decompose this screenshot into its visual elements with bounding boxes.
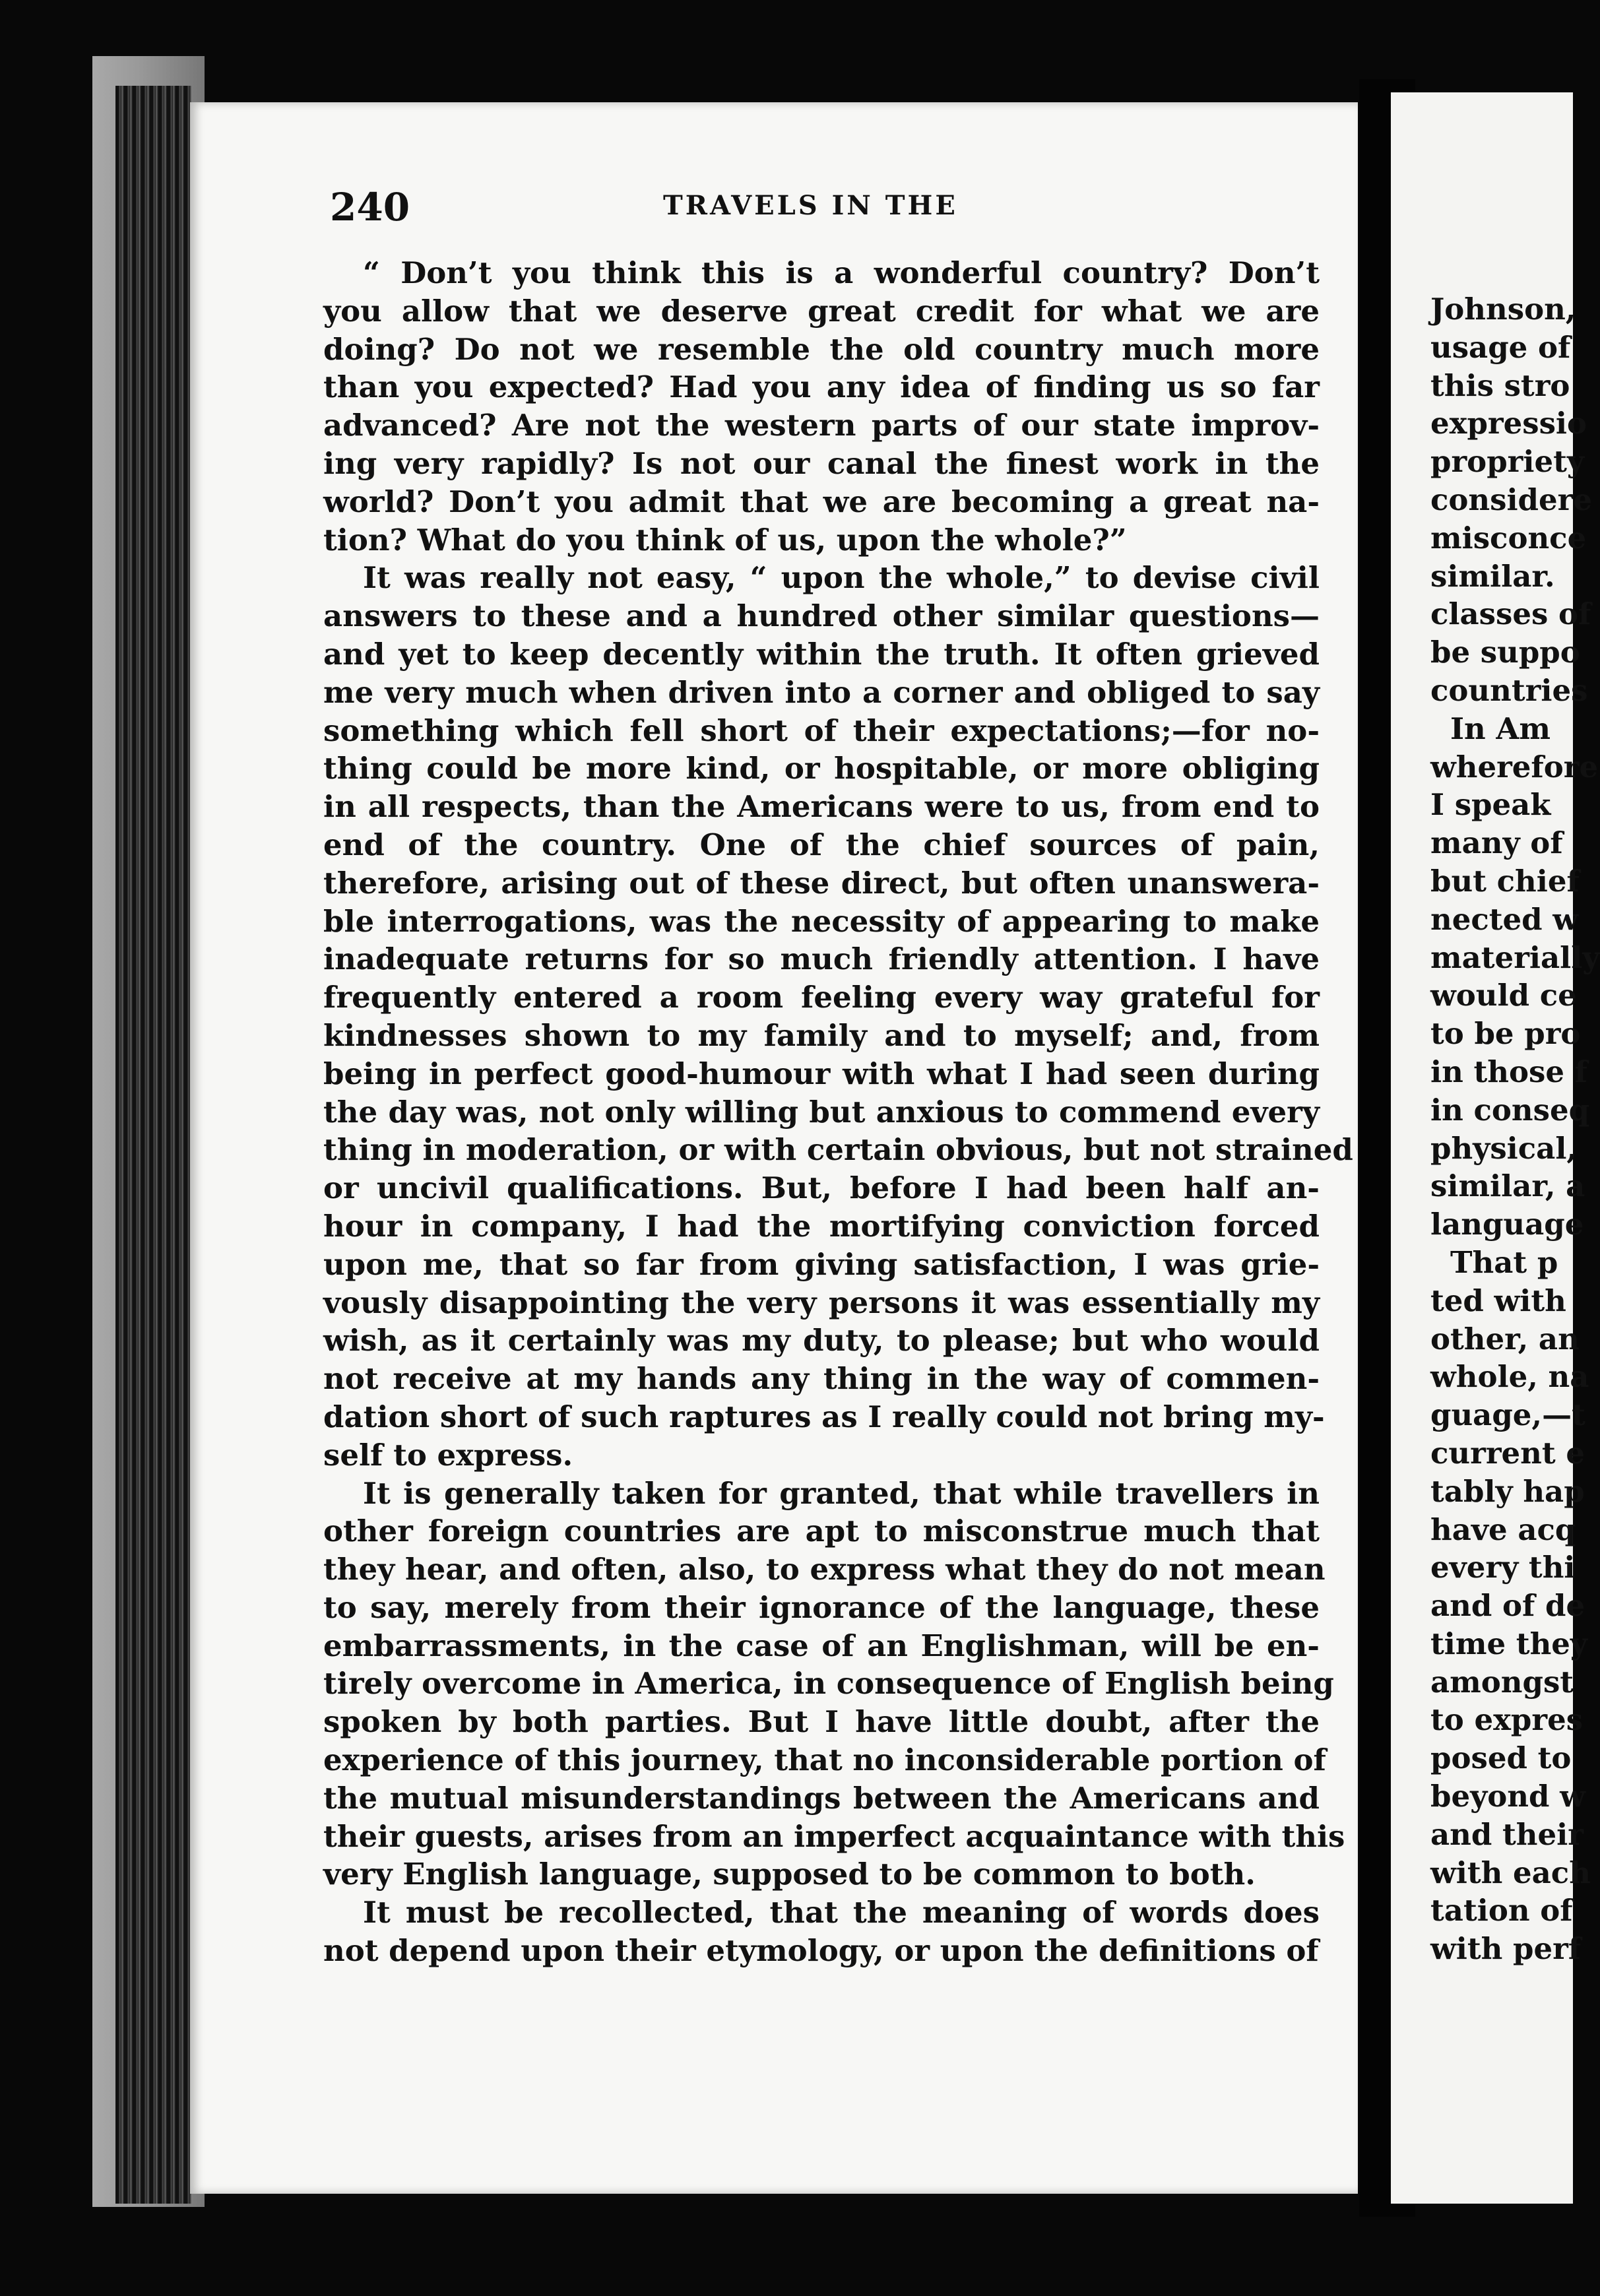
- right-page-line: and of de: [1430, 1588, 1585, 1624]
- text-line: their guests, arises from an imperfect acquaintance with this: [323, 1818, 1345, 1854]
- text-line: “ Don’t you think this is a wonderful country? Don’t: [363, 255, 1320, 290]
- right-page-line: That p: [1450, 1244, 1558, 1280]
- text-line: dation short of such raptures as I really could not bring my-: [323, 1399, 1325, 1434]
- text-line: something which fell short of their expectations;—for no-: [323, 713, 1320, 748]
- right-page-line: but chief: [1430, 863, 1580, 899]
- right-page-line: materially: [1430, 940, 1600, 975]
- right-page-line: Johnson,: [1430, 292, 1576, 327]
- text-line: thing could be more kind, or hospitable, or more obliging: [323, 751, 1320, 786]
- text-line: vously disappointing the very persons it was essentially my: [323, 1285, 1320, 1320]
- right-page-line: amongst: [1430, 1664, 1574, 1700]
- right-page-line: nected w: [1430, 901, 1579, 937]
- right-page-line: classes of: [1430, 596, 1591, 632]
- text-line: the day was, not only willing but anxious to commend every: [323, 1094, 1320, 1130]
- page-header: [330, 185, 1333, 244]
- right-page-line: wherefore: [1430, 749, 1599, 784]
- text-line: me very much when driven into a corner and obliged to say: [323, 674, 1320, 710]
- text-line: kindnesses shown to my family and to myself; and, from: [323, 1017, 1320, 1053]
- text-line: inadequate returns for so much friendly attention. I have: [323, 941, 1320, 977]
- right-page-line: similar, a: [1430, 1168, 1585, 1204]
- right-page-line: to expres: [1430, 1702, 1584, 1738]
- right-page-line: to be pro: [1430, 1016, 1581, 1052]
- right-page-line: with each: [1430, 1855, 1591, 1890]
- right-page-line: expressio: [1430, 406, 1587, 441]
- text-line: or uncivil qualifications. But, before I had been half an-: [323, 1170, 1320, 1206]
- right-page-text: [1430, 290, 1600, 1968]
- right-page-line: be suppo: [1430, 635, 1580, 670]
- right-page-line: considere: [1430, 482, 1592, 517]
- text-line: to say, merely from their ignorance of the language, these: [323, 1589, 1320, 1625]
- right-page-line: language: [1430, 1207, 1584, 1242]
- right-page-line: posed to: [1430, 1740, 1572, 1776]
- right-page: [1391, 92, 1600, 2204]
- right-page-line: misconce: [1430, 520, 1587, 556]
- right-page-line: propriety: [1430, 444, 1585, 480]
- text-line: doing? Do not we resemble the old country much more: [323, 331, 1320, 367]
- text-line: advanced? Are not the western parts of our state improv-: [323, 408, 1320, 443]
- right-page-line: in conseq: [1430, 1092, 1590, 1128]
- text-line: being in perfect good-humour with what I had seen during: [323, 1056, 1320, 1091]
- right-page-line: time they: [1430, 1626, 1588, 1661]
- text-line: than you expected? Had you any idea of finding us so far: [323, 369, 1320, 405]
- right-page-line: have acq: [1430, 1512, 1576, 1547]
- right-page-line: would ce: [1430, 978, 1577, 1013]
- text-line: It is generally taken for granted, that while travellers in: [363, 1475, 1320, 1511]
- text-line: end of the country. One of the chief sources of pain,: [323, 827, 1320, 862]
- right-page-line: ted with: [1430, 1283, 1566, 1318]
- text-line: upon me, that so far from giving satisfaction, I was grie-: [323, 1246, 1320, 1282]
- text-line: tirely overcome in America, in consequence of English being: [323, 1666, 1334, 1702]
- body-text: [323, 254, 1353, 1970]
- text-line: not depend upon their etymology, or upon the definitions of: [323, 1933, 1319, 1969]
- text-line: self to express.: [323, 1437, 573, 1473]
- text-line: hour in company, I had the mortifying conviction forced: [323, 1208, 1320, 1244]
- right-page-line: beyond w: [1430, 1779, 1585, 1814]
- right-page-line: and their: [1430, 1816, 1584, 1852]
- running-head: TRAVELS IN THE: [663, 190, 958, 221]
- text-line: you allow that we deserve great credit for what we are: [323, 293, 1320, 329]
- page-stack-edge: [115, 86, 191, 2204]
- right-page-line: current e: [1430, 1435, 1585, 1471]
- right-page-line: with perf: [1430, 1931, 1582, 1967]
- right-page-line: In Am: [1450, 711, 1551, 746]
- text-line: world? Don’t you admit that we are becoming a great na-: [323, 484, 1320, 519]
- text-line: ing very rapidly? Is not our canal the finest work in the: [323, 445, 1320, 481]
- right-page-line: whole, na: [1430, 1359, 1589, 1395]
- text-line: frequently entered a room feeling every way grateful for: [323, 980, 1320, 1015]
- right-page-line: other, an: [1430, 1321, 1580, 1356]
- text-line: embarrassments, in the case of an Englishman, will be en-: [323, 1628, 1320, 1663]
- text-line: It was really not easy, “ upon the whole,” to devise civil: [363, 560, 1320, 596]
- text-line: they hear, and often, also, to express what they do not mean: [323, 1552, 1326, 1587]
- right-page-line: every thi: [1430, 1550, 1576, 1585]
- right-page-line: many of: [1430, 825, 1563, 861]
- text-line: the mutual misunderstandings between the Americans and: [323, 1780, 1320, 1816]
- text-line: It must be recollected, that the meaning of words does: [363, 1895, 1320, 1930]
- right-page-line: in those f: [1430, 1054, 1587, 1089]
- right-page-line: tation of: [1430, 1893, 1573, 1929]
- text-line: therefore, arising out of these direct, but often unanswera-: [323, 865, 1320, 901]
- right-page-line: guage,—t: [1430, 1397, 1585, 1433]
- right-page-line: usage of: [1430, 329, 1571, 365]
- text-line: experience of this journey, that no inconsiderable portion of: [323, 1742, 1326, 1778]
- right-page-line: tably hap: [1430, 1473, 1585, 1509]
- right-page-line: this stro: [1430, 367, 1570, 403]
- text-line: and yet to keep decently within the truth. It often grieved: [323, 636, 1320, 672]
- text-line: in all respects, than the Americans were to us, from end to: [323, 789, 1320, 825]
- right-page-line: physical,: [1430, 1130, 1578, 1166]
- right-page-line: similar.: [1430, 558, 1555, 594]
- text-line: thing in moderation, or with certain obvious, but not strained: [323, 1132, 1353, 1168]
- text-line: very English language, supposed to be common to both.: [323, 1857, 1256, 1892]
- text-line: ble interrogations, was the necessity of appearing to make: [323, 903, 1320, 939]
- right-page-line: countries: [1430, 672, 1588, 708]
- text-line: wish, as it certainly was my duty, to please; but who would: [323, 1323, 1320, 1358]
- page-number: 240: [330, 185, 410, 230]
- text-line: answers to these and a hundred other similar questions—: [323, 598, 1320, 634]
- text-line: not receive at my hands any thing in the way of commen-: [323, 1361, 1320, 1397]
- text-line: spoken by both parties. But I have little doubt, after the: [323, 1704, 1320, 1740]
- text-line: other foreign countries are apt to misconstrue much that: [323, 1514, 1320, 1549]
- text-line: tion? What do you think of us, upon the whole?”: [323, 522, 1127, 558]
- right-page-line: I speak: [1430, 787, 1551, 823]
